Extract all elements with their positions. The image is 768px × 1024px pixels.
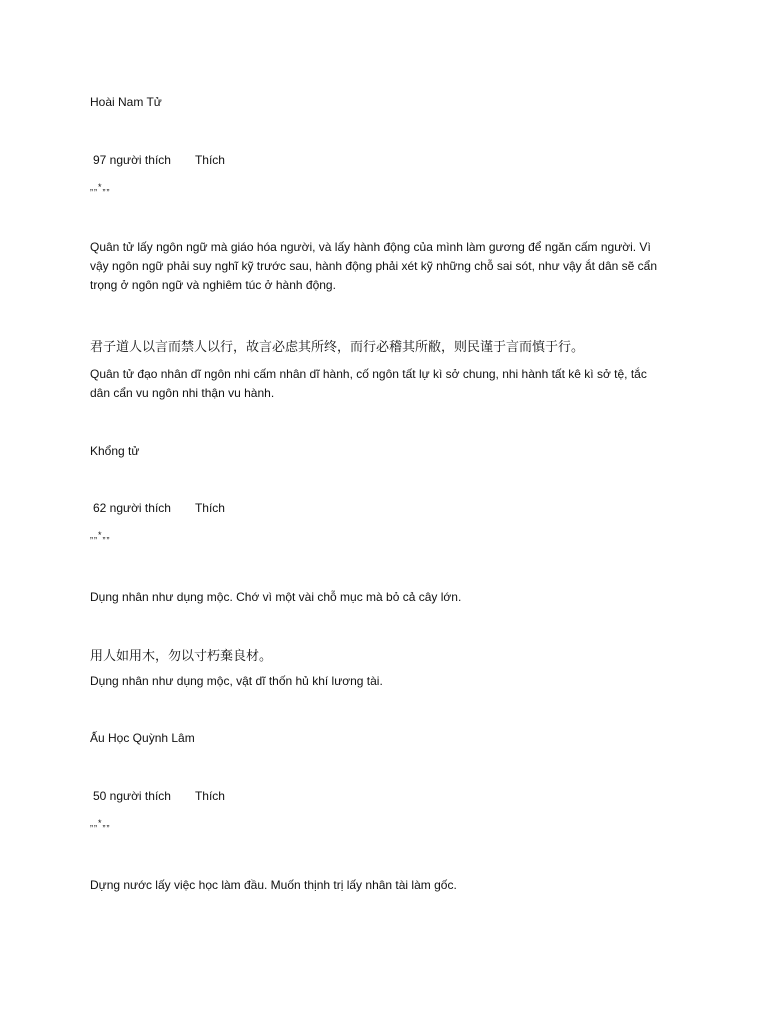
like-count: 62 người thích: [93, 501, 171, 515]
quote-author: Ấu Học Quỳnh Lâm: [90, 731, 195, 745]
like-count: 97 người thích: [93, 153, 171, 167]
rating-marks: „„*„„: [90, 530, 111, 540]
like-count: 50 người thích: [93, 789, 171, 803]
quote-text-vietnamese: Dụng nhân như dụng mộc. Chớ vì một vài chỗ mục mà bỏ cả cây lớn.: [90, 590, 462, 604]
quote-text-chinese: 用人如用木，勿以寸朽棄良材。: [90, 649, 273, 664]
rating-marks: „„*„„: [90, 182, 111, 192]
rating-marks: „„*„„: [90, 818, 111, 828]
quote-text-vietnamese: Quân tử lấy ngôn ngữ mà giáo hóa người, và lấy hành động của mình làm gương để ngăn cấm người. Vì vậy ngôn ngữ phải suy nghĩ kỹ trước sau, hành động phải xét kỹ những chỗ sai sót, như vậy ắt dân sẽ cẩn trọng ở ngôn ngữ và nghiêm túc ở hành động.: [90, 240, 658, 292]
quote-text-vietnamese: Dựng nước lấy việc học làm đầu. Muốn thịnh trị lấy nhân tài làm gốc.: [90, 878, 457, 892]
like-button[interactable]: Thích: [194, 153, 225, 167]
likes-row: [93, 501, 225, 515]
quote-author: Khổng tử: [90, 444, 140, 458]
likes-row: [93, 153, 225, 167]
quote-transliteration: Quân tử đạo nhân dĩ ngôn nhi cấm nhân dĩ hành, cố ngôn tất lự kì sở chung, nhi hành tất kê kì sở tệ, tắc dân cẩn vu ngôn nhi thận vu hành.: [90, 367, 647, 400]
like-button[interactable]: Thích: [194, 501, 225, 515]
quote-author: Hoài Nam Tử: [90, 95, 162, 109]
quote-transliteration: Dụng nhân như dụng mộc, vật dĩ thốn hủ khí lương tài.: [90, 674, 383, 688]
quote-text-chinese: 君子道人以言而禁人以行，故言必虑其所终，而行必稽其所敝，则民谨于言而慎于行。: [90, 340, 585, 355]
likes-row: [93, 789, 225, 803]
like-button[interactable]: Thích: [194, 789, 225, 803]
